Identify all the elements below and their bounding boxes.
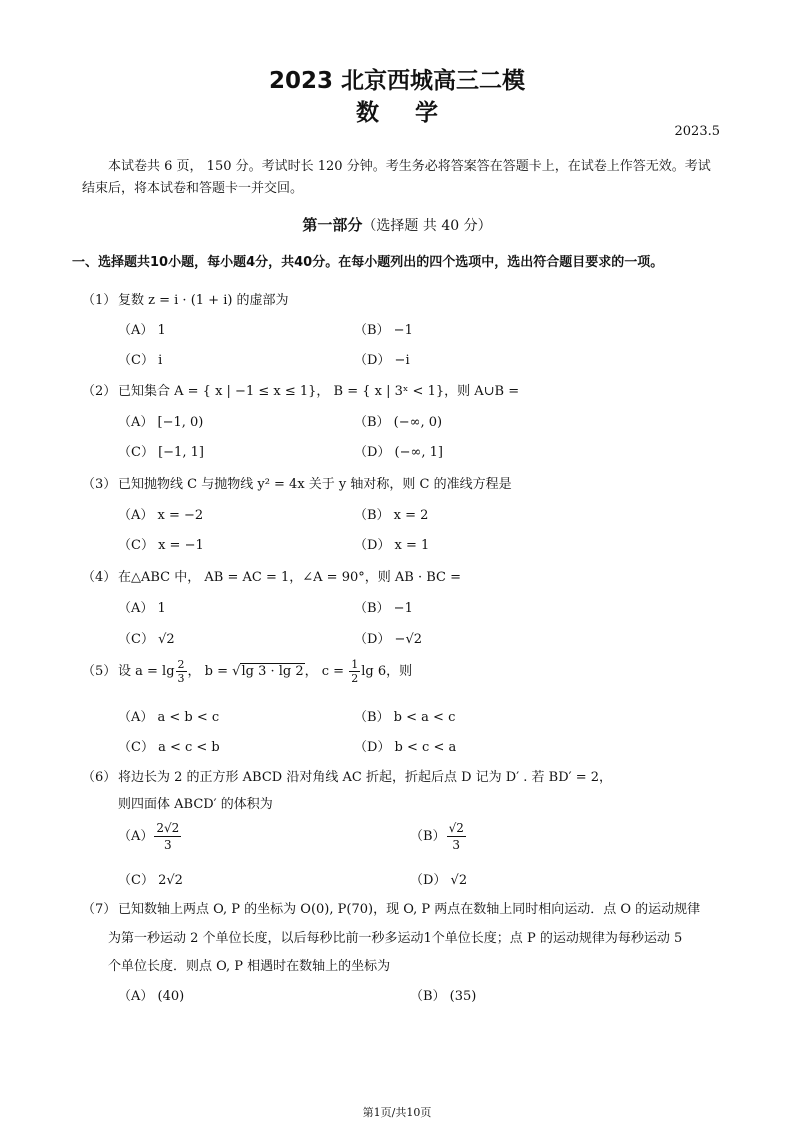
- part-heading: [0, 214, 794, 235]
- fraction: [447, 820, 466, 853]
- question-stem: 已知数轴上两点 O, P 的坐标为 O(0), P(70)，现 O, P 两点在数轴上同时相向运动．点 O 的运动规律: [118, 902, 701, 917]
- question-5: [82, 658, 412, 685]
- option-label: （A）: [118, 829, 154, 844]
- option-c: （C） 2√2: [118, 873, 183, 888]
- question-4: [82, 566, 461, 585]
- section-heading: 一、选择题共10小题，每小题4分，共40分。在每小题列出的四个选项中，选出符合题目要求的一项。: [72, 255, 664, 270]
- fraction-denominator: 3: [164, 838, 172, 852]
- option-c: （C） x = −1: [118, 538, 204, 553]
- question-number: （5）: [82, 664, 117, 679]
- option-label: （B）: [410, 829, 446, 844]
- fraction: [176, 658, 187, 685]
- option-b: （B） −1: [354, 323, 413, 338]
- option-a: （A） a < b < c: [118, 710, 220, 725]
- sqrt-content: lg 3 · lg 2: [241, 664, 304, 679]
- fraction: [349, 658, 360, 685]
- question-stem: 将边长为 2 的正方形 ABCD 沿对角线 AC 折起，折起后点 D 记为 D′ . 若 BD′ = 2，: [118, 770, 613, 785]
- intro-paragraph: 本试卷共 6 页， 150 分。考试时长 120 分钟。考生务必将答案答在答题卡上，在试卷上作答无效。考试结束后，将本试卷和答题卡一并交回。: [82, 159, 711, 196]
- question-stem-line2: 为第一秒运动 2 个单位长度，以后每秒比前一秒多运动1个单位长度；点 P 的运动规律为每秒运动 5: [108, 931, 683, 946]
- question-stem-line3: 个单位长度．则点 O, P 相遇时在数轴上的坐标为: [108, 959, 391, 974]
- fraction-numerator: 1: [351, 658, 359, 671]
- option-b: （B） x = 2: [354, 508, 429, 523]
- option-a: （A） (40): [118, 989, 185, 1004]
- question-number: （6）: [82, 770, 117, 785]
- question-3: [82, 473, 512, 492]
- fraction-numerator: 2: [177, 658, 185, 671]
- question-7: [82, 898, 700, 917]
- part-note: （选择题 共 40 分）: [362, 218, 492, 234]
- option-c: （C） [−1, 1]: [118, 445, 204, 460]
- option-d: （D） −√2: [354, 632, 423, 647]
- fraction-numerator: √2: [448, 821, 464, 835]
- option-d: （D） √2: [410, 873, 468, 888]
- fraction-denominator: 2: [351, 672, 359, 685]
- option-b: （B） b < a < c: [354, 710, 456, 725]
- question-number: （4）: [82, 570, 117, 585]
- question-2: [82, 380, 519, 399]
- question-stem-line2: 则四面体 ABCD′ 的体积为: [118, 797, 273, 812]
- option-b: [410, 820, 467, 853]
- option-b: （B） (35): [410, 989, 477, 1004]
- fraction-denominator: 3: [452, 838, 461, 852]
- page-footer: 第1页/共10页: [362, 1106, 432, 1119]
- question-number: （7）: [82, 902, 117, 917]
- option-d: （D） (−∞, 1]: [354, 445, 443, 460]
- fraction-denominator: 3: [177, 672, 185, 685]
- fraction-numerator: 2√2: [156, 821, 180, 835]
- option-a: （A） [−1, 0): [118, 415, 204, 430]
- subject-title: 数学: [356, 100, 474, 126]
- question-number: （3）: [82, 477, 117, 492]
- option-c: （C） √2: [118, 632, 175, 647]
- stem-text: ， b =: [187, 664, 233, 679]
- question-number: （2）: [82, 384, 117, 399]
- question-stem: 复数 z = i · (1 + i) 的虚部为: [118, 293, 289, 308]
- stem-text: 设 a = lg: [118, 664, 175, 679]
- question-1: [82, 289, 289, 308]
- part-title: 第一部分: [302, 216, 363, 234]
- question-6: [82, 766, 612, 785]
- sqrt-sign: √: [232, 664, 241, 679]
- option-c: （C） a < c < b: [118, 740, 220, 755]
- question-stem: 已知集合 A = { x | −1 ≤ x ≤ 1}， B = { x | 3ˣ < 1}，则 A∪B =: [118, 384, 520, 399]
- option-a: （A） x = −2: [118, 508, 204, 523]
- option-b: （B） (−∞, 0): [354, 415, 443, 430]
- stem-text: lg 6，则: [361, 664, 413, 679]
- question-stem: 已知抛物线 C 与抛物线 y² = 4x 关于 y 轴对称，则 C 的准线方程是: [118, 477, 512, 492]
- fraction: [154, 820, 181, 853]
- option-c: （C） i: [118, 353, 163, 368]
- question-stem: 在△ABC 中， AB = AC = 1，∠A = 90°，则 AB · BC =: [118, 570, 461, 585]
- option-d: （D） x = 1: [354, 538, 430, 553]
- option-d: （D） −i: [354, 353, 410, 368]
- question-number: （1）: [82, 293, 117, 308]
- option-a: （A） 1: [118, 323, 166, 338]
- page-title: 2023 北京西城高三二模: [268, 68, 526, 94]
- option-d: （D） b < c < a: [354, 740, 457, 755]
- stem-text: ， c =: [304, 664, 349, 679]
- exam-date: 2023.5: [674, 124, 720, 139]
- option-a: [118, 820, 182, 853]
- option-b: （B） −1: [354, 601, 413, 616]
- option-a: （A） 1: [118, 601, 166, 616]
